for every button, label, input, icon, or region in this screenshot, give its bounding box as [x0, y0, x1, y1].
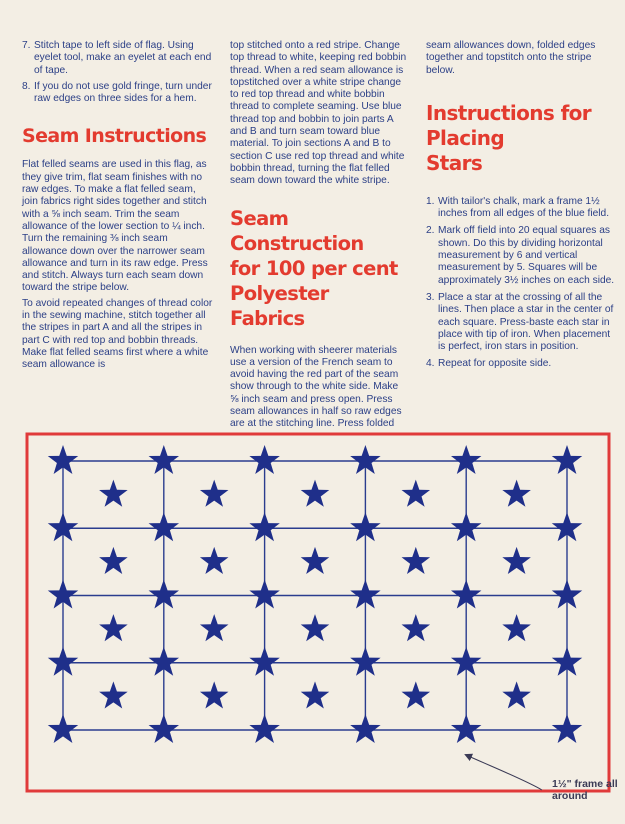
polyester-paragraph: When working with sheerer materials use a version of the French seam to avoid having the red part of the seam show through to the white side. Make ⅝ inch seam and press open. Press seam allowances in half so raw edges are at the stitching line. Press folded	[230, 344, 402, 430]
star-icon-center	[99, 681, 128, 708]
heading-line: Placing	[426, 125, 505, 150]
star-icon-center	[402, 547, 431, 574]
star-icon-intersection	[552, 714, 582, 743]
star-icon-center	[301, 681, 330, 708]
heading-line: Polyester Fabrics	[230, 281, 329, 330]
heading-line: for 100 per cent	[230, 256, 398, 280]
seam-paragraph-2: To avoid repeated changes of thread color in the sewing machine, stitch together all the stripes in part A and all the stripes in part C with red top and bobbin threads. Make flat felled seams first where a white seam allowance is	[22, 297, 213, 371]
star-icon-center	[502, 681, 531, 708]
list-item: 8. If you do not use gold fringe, turn under raw edges on three sides for a hem.	[22, 80, 212, 105]
heading-line: Instructions for	[426, 100, 592, 125]
star-icon-center	[402, 681, 431, 708]
star-icon-center	[402, 480, 431, 507]
star-icon-intersection	[249, 714, 279, 743]
star-icon-intersection	[48, 714, 78, 743]
heading-line: Stars	[426, 150, 483, 175]
star-icon-intersection	[149, 714, 179, 743]
list-item: 4. Repeat for opposite side.	[426, 358, 552, 370]
star-icon-center	[200, 681, 229, 708]
list-item: 2. Mark off field into 20 equal squares as shown. Do this by dividing horizontal measurement by 6 and vertical measurement by 5. Squares will be approximately 3½ inches on each side.	[426, 225, 615, 286]
seam-paragraph-continued: top stitched onto a red stripe. Change top thread to white, keeping red bobbin thread. When a red seam allowance is topstitched over a white stripe change to red top thread and white bobbin thread to complete seaming. Use blue thread top and bobbin to join parts A and B and turn seam toward blue material. To join sections A and B to section C use red top thread and white bobbin thread, turning the flat felled seam down toward the white stripe.	[230, 40, 407, 187]
star-icon-intersection	[451, 714, 481, 743]
star-icon-center	[200, 547, 229, 574]
star-icon-center	[402, 614, 431, 641]
seam-instructions-heading: Seam Instructions	[22, 125, 207, 148]
star-icon-center	[301, 614, 330, 641]
star-icon-center	[301, 547, 330, 574]
star-icon-intersection	[350, 714, 380, 743]
frame-arrow	[466, 755, 542, 790]
star-icon-center	[502, 480, 531, 507]
star-icon-center	[502, 547, 531, 574]
polyester-paragraph-continued: seam allowances down, folded edges together and topstitch onto the stripe below.	[426, 40, 596, 76]
star-icon-center	[200, 614, 229, 641]
stars-group	[48, 445, 582, 743]
star-icon-center	[301, 480, 330, 507]
star-icon-center	[99, 480, 128, 507]
list-item: 1. With tailor's chalk, mark a frame 1½ inches from all edges of the blue field.	[426, 195, 610, 220]
star-icon-center	[99, 614, 128, 641]
frame-label: 1½" frame all around	[552, 778, 618, 802]
star-icon-center	[502, 614, 531, 641]
star-icon-center	[200, 480, 229, 507]
list-item: 7. Stitch tape to left side of flag. Using eyelet tool, make an eyelet at each end of tape.	[22, 40, 212, 76]
seam-paragraph-1: Flat felled seams are used in this flag, as they give trim, flat seam finishes with no raw edges. To make a flat felled seam, join fabrics right sides together and stitch with a ⅝ inch seam. Trim the seam allowance of the lower section to ¼ inch. Turn the remaining ⅜ inch seam allowance down over the narrower seam allowance and turn in its raw edge. Press and stitch. Always turn each seam down toward the stripe below.	[22, 159, 208, 294]
list-item: 3. Place a star at the crossing of all the lines. Then place a star in the center of each square. Press-baste each star in place with tip of iron. When placement is perfect, iron stars in position.	[426, 291, 614, 353]
star-icon-center	[99, 547, 128, 574]
heading-line: Seam Construction	[230, 206, 364, 255]
